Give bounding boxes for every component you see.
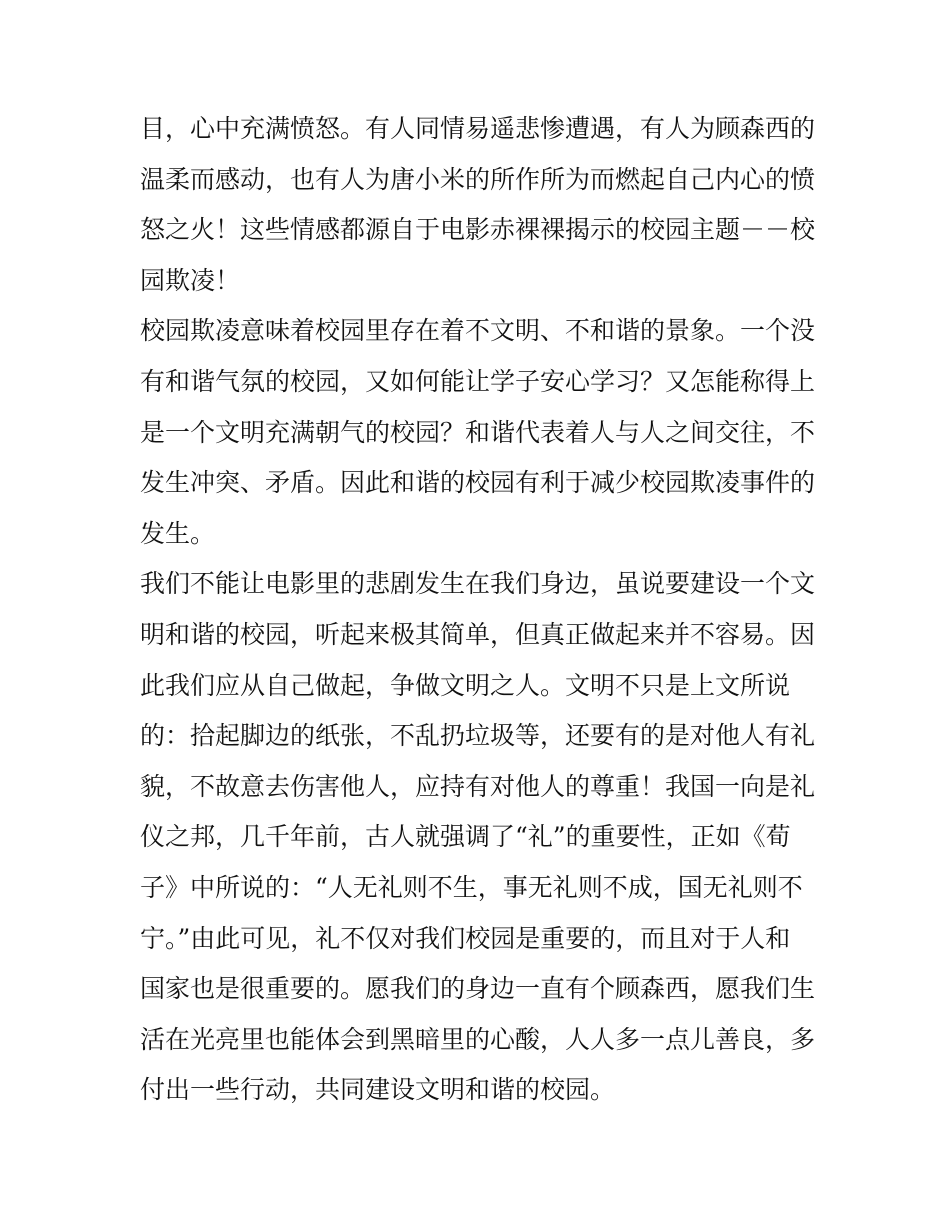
text-line: 付出一些行动，共同建设文明和谐的校园。 [140,1075,616,1105]
text-line: 明和谐的校园，听起来极其简单，但真正做起来并不容易。因 [140,619,816,649]
text-line: 园欺凌！ [140,265,241,295]
document-body [140,104,820,1116]
text-line: 发生冲突、矛盾。因此和谐的校园有利于减少校园欺凌事件的 [140,468,816,498]
text-line: 温柔而感动，也有人为唐小米的所作所为而燃起自己内心的愤 [140,164,816,194]
text-line: 发生。 [140,518,216,548]
text-line: 此我们应从自己做起，争做文明之人。文明不只是上文所说 [140,670,791,700]
text-line: 我们不能让电影里的悲剧发生在我们身边，虽说要建设一个文 [140,569,816,599]
text-line: 校园欺凌意味着校园里存在着不文明、不和谐的景象。一个没 [140,316,816,346]
text-line: 子》中所说的：“人无礼则不生，事无礼则不成，国无礼则不 [140,872,803,902]
text-line: 宁。”由此可见，礼不仅对我们校园是重要的，而且对于人和 [140,923,791,953]
text-line: 有和谐气氛的校园，又如何能让学子安心学习？又怎能称得上 [140,366,816,396]
text-line: 国家也是很重要的。愿我们的身边一直有个顾森西，愿我们生 [140,974,816,1004]
text-line: 的：拾起脚边的纸张，不乱扔垃圾等，还要有的是对他人有礼 [140,721,816,751]
text-line: 怒之火！这些情感都源自于电影赤裸裸揭示的校园主题－－校 [140,215,816,245]
text-line: 目，心中充满愤怒。有人同情易遥悲惨遭遇，有人为顾森西的 [140,114,816,143]
text-line: 活在光亮里也能体会到黑暗里的心酸，人人多一点儿善良，多 [140,1024,816,1054]
text-line: 仪之邦，几千年前，古人就强调了“礼”的重要性，正如《荀 [140,822,791,852]
text-line: 貌，不故意去伤害他人，应持有对他人的尊重！我国一向是礼 [140,771,816,801]
text-line: 是一个文明充满朝气的校园？和谐代表着人与人之间交往，不 [140,417,816,447]
